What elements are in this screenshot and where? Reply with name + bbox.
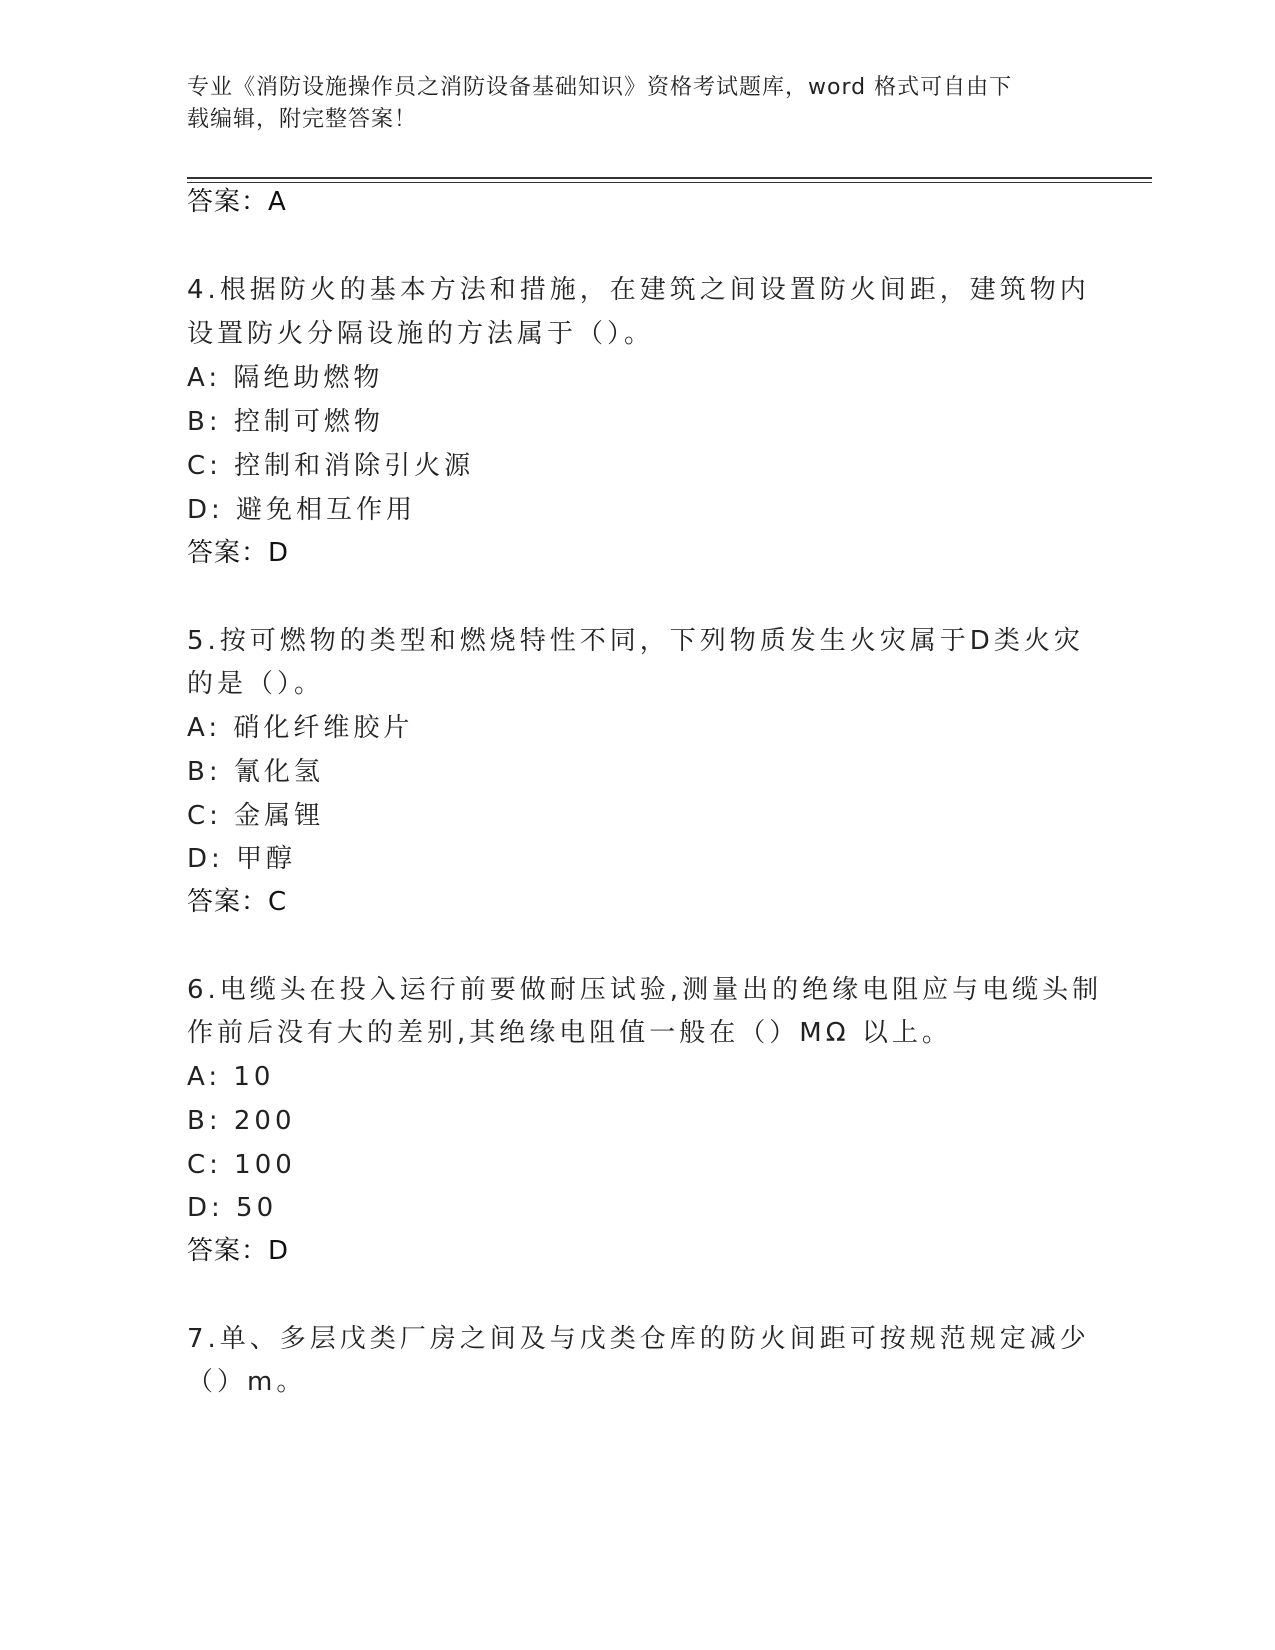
question-5-option-b: B: 氰化氢 (187, 757, 324, 787)
question-4-text-line-1: 4.根据防火的基本方法和措施，在建筑之间设置防火间距，建筑物内 (187, 275, 1090, 305)
question-6-option-d: D: 50 (187, 1193, 278, 1223)
question-6-answer: 答案：D (187, 1236, 290, 1266)
question-4-option-a: A: 隔绝助燃物 (187, 363, 384, 393)
question-4-answer: 答案：D (187, 538, 290, 568)
header-divider-thin (187, 182, 1152, 183)
question-7-text-line-2: （）m。 (187, 1367, 307, 1397)
question-7-text-line-1: 7.单、多层戊类厂房之间及与戊类仓库的防火间距可按规范规定减少 (187, 1324, 1090, 1354)
question-4-option-b: B: 控制可燃物 (187, 407, 384, 437)
question-6-option-b: B: 200 (187, 1106, 296, 1136)
question-6-option-a: A: 10 (187, 1062, 275, 1092)
question-5-option-c: C: 金属锂 (187, 801, 325, 831)
previous-answer: 答案：A (187, 187, 287, 217)
header-line-2: 载编辑，附完整答案！ (187, 107, 418, 132)
header-line-1: 专业《消防设施操作员之消防设备基础知识》资格考试题库，word 格式可自由下 (187, 75, 1013, 100)
question-5-answer: 答案：C (187, 887, 288, 917)
question-5-text-line-2: 的是（）。 (187, 669, 325, 699)
document-header (187, 72, 1077, 136)
question-5-text-line-1: 5.按可燃物的类型和燃烧特性不同，下列物质发生火灾属于D类火灾 (187, 626, 1084, 656)
question-4-option-d: D: 避免相互作用 (187, 495, 417, 525)
question-6-option-c: C: 100 (187, 1150, 296, 1180)
question-5-option-a: A: 硝化纤维胶片 (187, 713, 414, 743)
question-4-option-c: C: 控制和消除引火源 (187, 451, 475, 481)
question-4-text-line-2: 设置防火分隔设施的方法属于（）。 (187, 319, 655, 349)
header-divider-thick (187, 177, 1152, 179)
question-6-text-line-1: 6.电缆头在投入运行前要做耐压试验,测量出的绝缘电阻应与电缆头制 (187, 975, 1103, 1005)
question-6-text-line-2: 作前后没有大的差别,其绝缘电阻值一般在（）MΩ 以上。 (187, 1018, 952, 1048)
question-5-option-d: D: 甲醇 (187, 844, 297, 874)
